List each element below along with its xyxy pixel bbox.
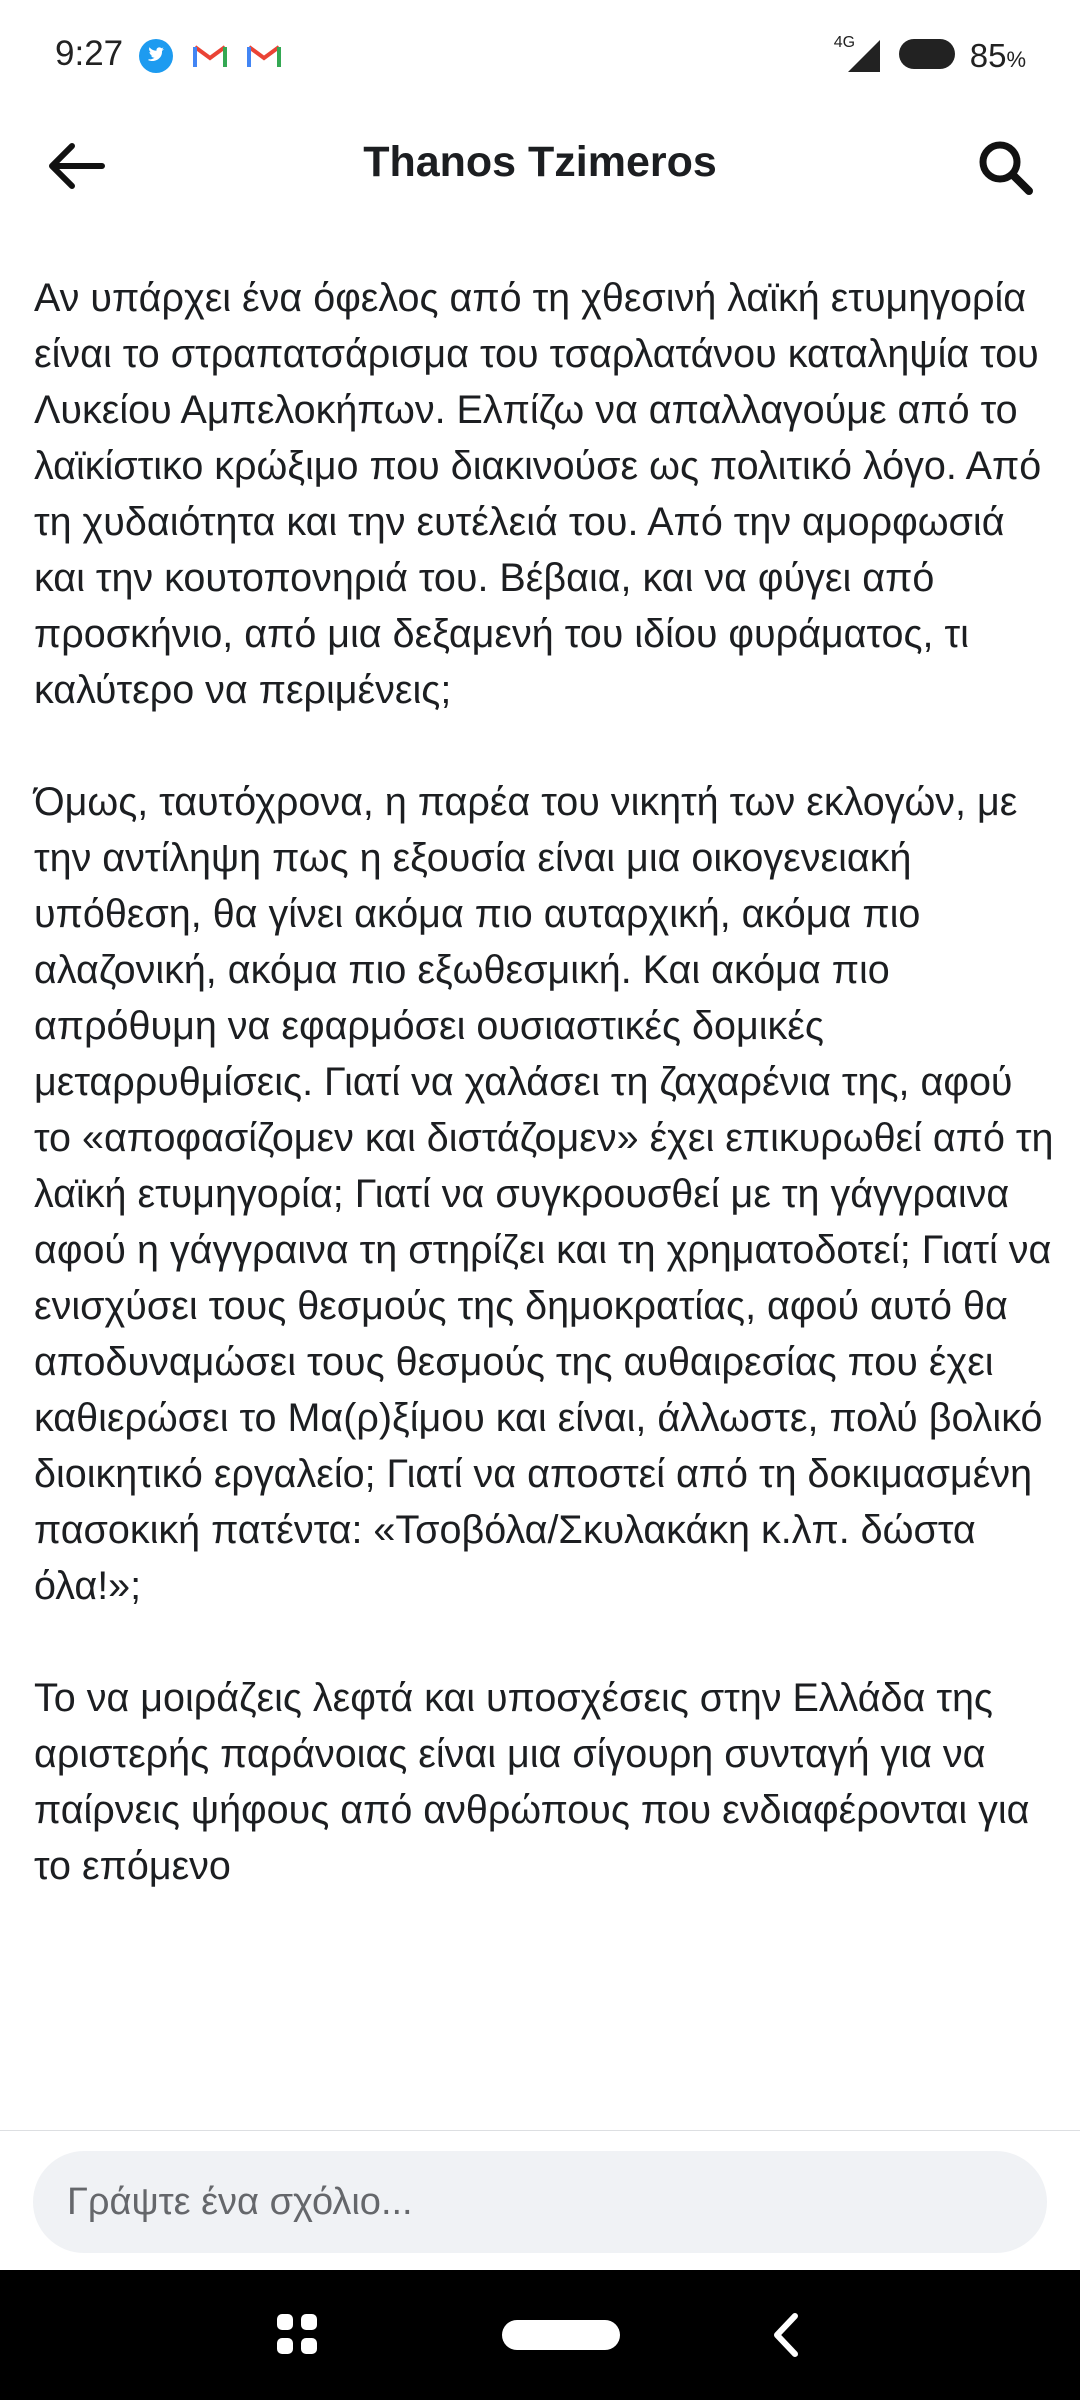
post-paragraph-2: Όμως, ταυτόχρονα, η παρέα του νικητή των εκλογών, με την αντίληψη πως η εξουσία είναι μια οικογενειακή υπόθεση, θα γίνει ακόμα πιο αυταρχική, ακόμα πιο αλαζονική, ακόμα πιο εξωθεσμική. Και ακόμα πιο απρόθυμη να εφαρμόσει ουσιαστικές δομικές μεταρρυθμίσεις. Γιατί να χαλάσει τη ζαχαρένια της, αφού το «αποφασίζομεν και διστάζομεν» έχει επικυρωθεί από τη λαϊκή ετυμηγορία; Γιατί να συγκρουσθεί με τη γάγγραινα αφού η γάγγραινα τη στηρίζει και τη χρηματοδοτεί; Γιατί να ενισχύσει τους θεσμούς της δημοκρατίας, αφού αυτό θα αποδυναμώσει τους θεσμούς της αυθαιρεσίας που έχει καθιερώσει το Μα(ρ)ξίμου και είναι, άλλωστε, πολύ βολικό διοικητικό εργαλείο; Γιατί να αποστεί από τη δοκιμασμένη πασοκική πατέντα: «Τσοβόλα/Σκυλακάκη κ.λπ. δώστα όλα!»; xyxy=(34,780,1065,1608)
gmail-icon xyxy=(192,38,228,74)
search-button[interactable] xyxy=(970,132,1040,202)
search-icon xyxy=(976,138,1034,196)
battery-percent: 85% xyxy=(969,37,1026,74)
gmail-icon xyxy=(246,38,282,74)
post-body xyxy=(34,270,1065,2130)
status-time: 9:27 xyxy=(55,34,124,73)
nav-back-button[interactable] xyxy=(765,2310,805,2360)
comment-input[interactable] xyxy=(33,2151,1047,2253)
post-paragraph-3: Το να μοιράζεις λεφτά και υποσχέσεις στην Ελλάδα της αριστερής παράνοιας είναι μια σίγουρη συνταγή για να παίρνεις ψήφους από ανθρώπους που ενδιαφέρονται για το επόμενο xyxy=(34,1676,1041,1888)
app-bar xyxy=(0,116,1080,216)
twitter-icon xyxy=(138,38,174,74)
post-paragraph-1: Αν υπάρχει ένα όφελος από τη χθεσινή λαϊκή ετυμηγορία είναι το στραπατσάρισμα του τσαρλατάνου καταληψία του Λυκείου Αμπελοκήπων. Ελπίζω να απαλλαγούμε από το λαϊκίστικο κρώξιμο που διακινούσε ως πολιτικό λόγο. Από τη χυδαιότητα και την ευτέλειά του. Από την αμορφωσιά και την κουτοπονηριά του. Βέβαια, και να φύγει από προσκήνιο, από μια δεξαμενή του ιδίου φυράματος, τι καλύτερο να περιμένεις; xyxy=(34,276,1053,712)
network-label: 4G xyxy=(833,34,856,51)
system-nav-bar xyxy=(0,2270,1080,2400)
recents-icon xyxy=(275,2312,319,2356)
comment-bar xyxy=(0,2130,1080,2271)
notification-icons xyxy=(138,38,282,74)
recents-button[interactable] xyxy=(275,2312,319,2356)
battery-icon xyxy=(898,37,956,76)
status-bar xyxy=(0,0,1080,116)
page-title: Thanos Tzimeros xyxy=(363,138,717,186)
signal-icon xyxy=(834,36,884,76)
chevron-left-icon xyxy=(765,2310,805,2360)
status-right xyxy=(834,36,1026,76)
home-pill-icon[interactable] xyxy=(502,2320,620,2350)
